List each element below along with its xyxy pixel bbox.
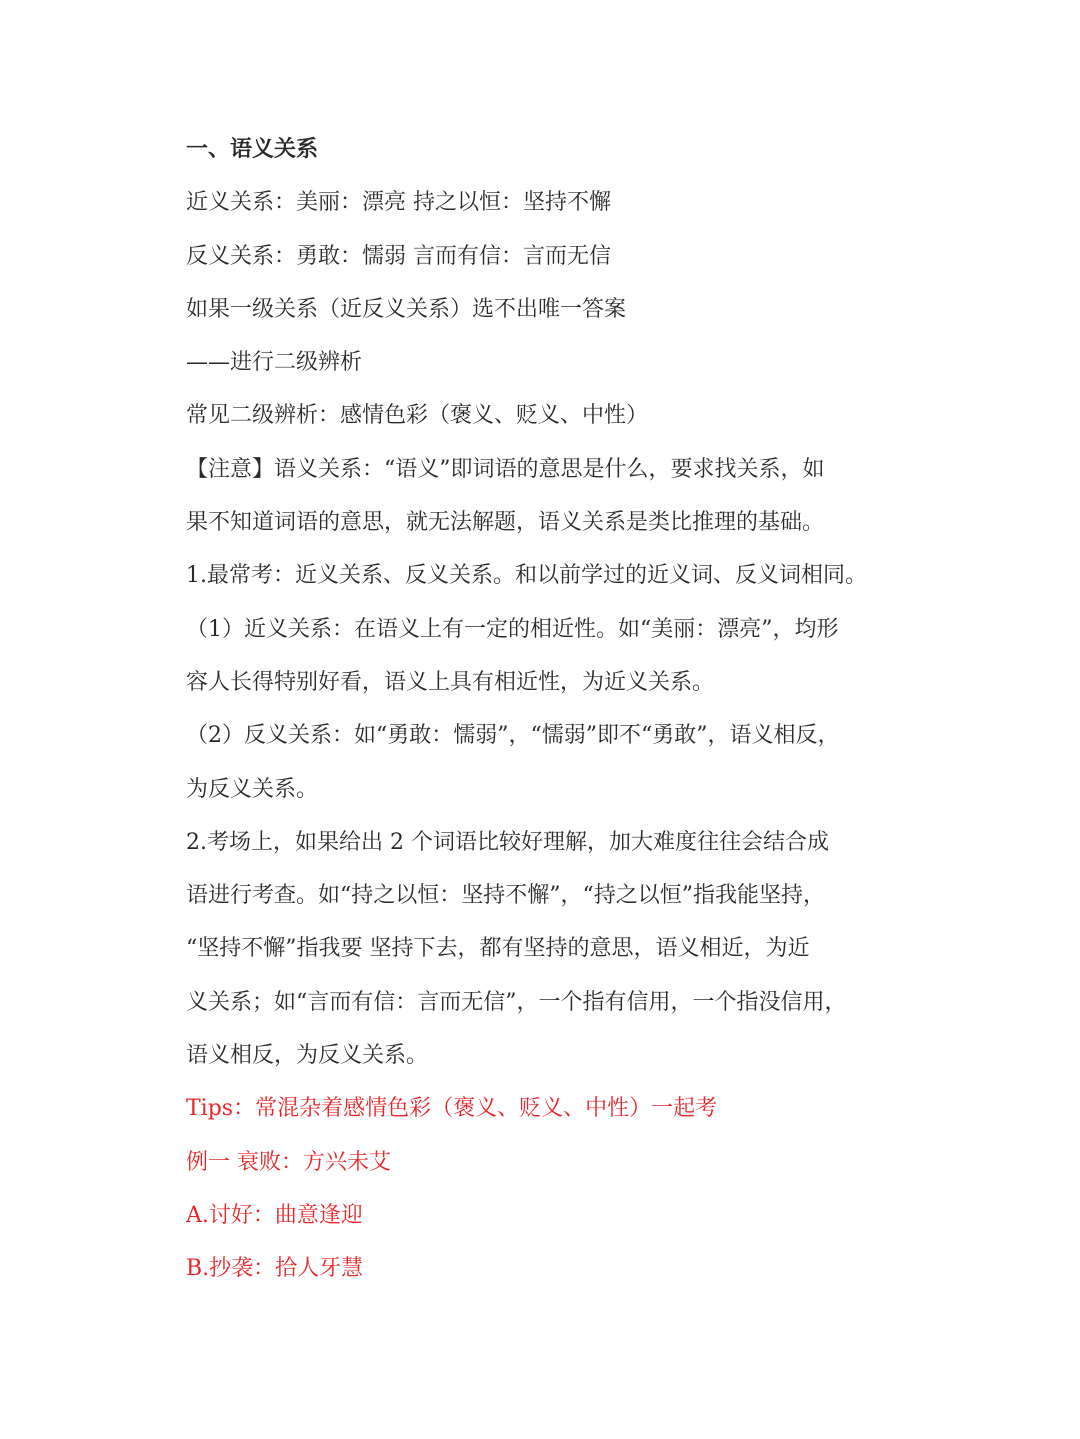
text-line: 如果一级关系（近反义关系）选不出唯一答案 [186,296,627,322]
text-line: 语义相反，为反义关系。 [186,1043,429,1069]
section-heading: 一、语义关系 [186,136,319,162]
highlight-line: 例一 衰败：方兴未艾 [186,1149,391,1175]
text-line: 容人长得特别好看，语义上具有相近性，为近义关系。 [186,669,715,695]
text-line: （2）反义关系：如“勇敢：懦弱”，“懦弱”即不“勇敢”，语义相反， [186,723,840,749]
text-line: 反义关系：勇敢：懦弱 言而有信：言而无信 [186,243,611,269]
text-line: 【注意】语义关系：“语义”即词语的意思是什么，要求找关系，如 [186,456,825,482]
text-line: “坚持不懈”指我要 坚持下去，都有坚持的意思，语义相近，为近 [186,936,810,962]
text-line: 为反义关系。 [186,776,319,802]
text-line: （1）近义关系：在语义上有一定的相近性。如“美丽：漂亮”，均形 [186,616,839,642]
text-line: 语进行考查。如“持之以恒：坚持不懈”，“持之以恒”指我能坚持， [186,883,825,909]
text-line: ——进行二级辨析 [186,350,363,376]
document-body [186,123,898,1296]
text-line: 1.最常考：近义关系、反义关系。和以前学过的近义词、反义词相同。 [186,563,867,589]
highlight-line: Tips：常混杂着感情色彩（褒义、贬义、中性）一起考 [186,1096,718,1122]
text-line: 2.考场上，如果给出 2 个词语比较好理解，加大难度往往会结合成 [186,829,829,855]
highlight-line: A.讨好：曲意逢迎 [186,1202,363,1228]
text-line: 常见二级辨析：感情色彩（褒义、贬义、中性） [186,403,649,429]
text-line: 果不知道词语的意思，就无法解题，语义关系是类比推理的基础。 [186,510,825,536]
highlight-line: B.抄袭：拾人牙慧 [186,1256,364,1282]
text-line: 近义关系：美丽：漂亮 持之以恒：坚持不懈 [186,190,611,216]
text-line: 义关系；如“言而有信：言而无信”，一个指有信用，一个指没信用， [186,989,847,1015]
